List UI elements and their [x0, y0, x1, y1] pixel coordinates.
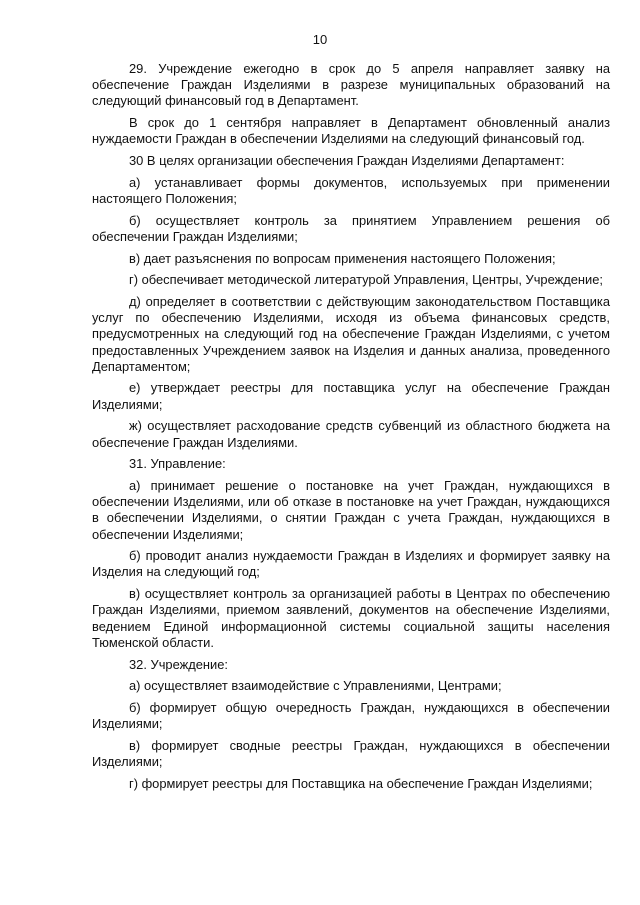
page-number: 10 — [312, 32, 328, 47]
paragraph-32-a: а) осуществляет взаимодействие с Управлениями, Центрами; — [129, 678, 502, 694]
paragraph-31-b: б) проводит анализ нуждаемости Граждан в Изделиях и формирует заявку на Изделия на следующий год; — [92, 548, 610, 580]
paragraph-30: 30 В целях организации обеспечения Граждан Изделиями Департамент: — [129, 153, 565, 169]
paragraph-30-b: б) осуществляет контроль за принятием Управлением решения об обеспечении Граждан Изделиями; — [92, 212, 610, 244]
document-body — [92, 61, 610, 797]
paragraph-29: 29. Учреждение ежегодно в срок до 5 апреля направляет заявку на обеспечение Граждан Изделиями в разрезе муниципальных образований на следующий финансовый год в Департамент. — [92, 61, 610, 109]
paragraph-29-deadline: В срок до 1 сентября направляет в Департамент обновленный анализ нуждаемости Граждан в обеспечении Изделиями на следующий финансовый год. — [92, 115, 610, 147]
paragraph-32: 32. Учреждение: — [129, 656, 228, 672]
paragraph-30-v: в) дает разъяснения по вопросам применения настоящего Положения; — [129, 250, 556, 266]
paragraph-30-g: г) обеспечивает методической литературой Управления, Центры, Учреждение; — [129, 272, 603, 288]
paragraph-32-g: г) формирует реестры для Поставщика на обеспечение Граждан Изделиями; — [129, 775, 593, 791]
paragraph-30-d: д) определяет в соответствии с действующим законодательством Поставщика услуг по обеспечению Изделиями, исходя из объема финансовых средств, предусмотренных на следующий год на обеспечение Граждан Изделиями, с учетом предоставленных Учреждением заявок на Изделия и данных анализа, проведенного Департаментом; — [92, 293, 610, 374]
paragraph-31-v: в) осуществляет контроль за организацией работы в Центрах по обеспечению Граждан Изделиями, приемом заявлений, документов на обеспечение Изделиями, ведением Единой информационной системы социальной защиты населения Тюменской области. — [92, 586, 610, 650]
paragraph-31-a: а) принимает решение о постановке на учет Граждан, нуждающихся в обеспечении Изделиями, или об отказе в постановке на учет Граждан, нуждающихся в обеспечении Изделиями, о снятии Граждан с учета Граждан, нуждающихся в обеспечении Изделиями; — [92, 477, 610, 542]
paragraph-30-e: е) утверждает реестры для поставщика услуг на обеспечение Граждан Изделиями; — [92, 380, 610, 412]
paragraph-32-b: б) формирует общую очередность Граждан, нуждающихся в обеспечении Изделиями; — [92, 699, 610, 732]
paragraph-32-v: в) формирует сводные реестры Граждан, нуждающихся в обеспечении Изделиями; — [92, 737, 610, 770]
paragraph-30-a: а) устанавливает формы документов, используемых при применении настоящего Положения; — [92, 174, 610, 206]
paragraph-31: 31. Управление: — [129, 456, 226, 472]
paragraph-30-zh: ж) осуществляет расходование средств субвенций из областного бюджета на обеспечение Граждан Изделиями. — [92, 418, 610, 450]
